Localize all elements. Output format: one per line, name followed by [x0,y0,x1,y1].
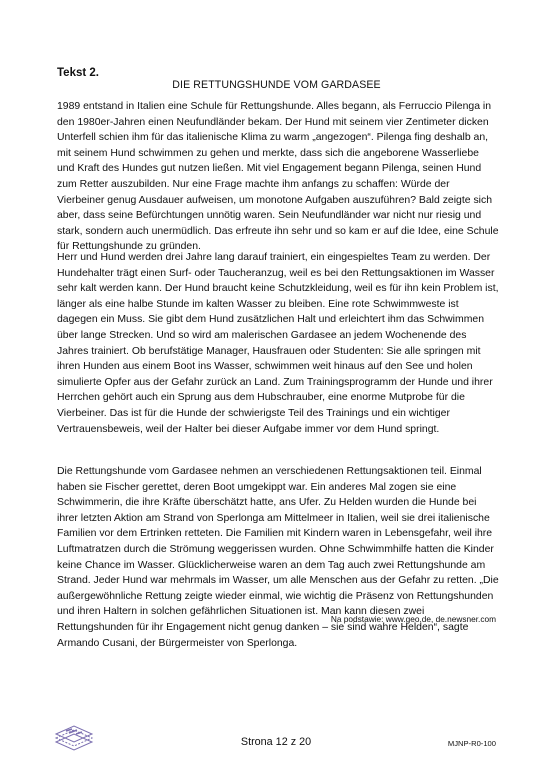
source-note: Na podstawie: www.geo.de, de.newsner.com [330,614,496,624]
paragraph-2: Herr und Hund werden drei Jahre lang darauf trainiert, ein eingespieltes Team zu werden. Der Hundehalter trägt einen Surf- oder Taucheranzug, weil es bei den Rettungsaktionen im Wasser sehr kalt werden kann. Der Hund braucht keine Schutzkleidung, weil es für ihn kein Problem ist, länger als eine halbe Stunde im kalten Wasser zu bleiben. Eine rote Schwimmweste ist dagegen ein Muss. Sie gibt dem Hund zusätzlichen Halt und erleichtert ihm das Schwimmen über lange Strecken. Und so wird am malerischen Gardasee an jedem Wochenende des Jahres trainiert. Ob berufstätige Manager, Hausfrauen oder Studenten: Sie alle springen mit ihren Hunden aus einem Boot ins Wasser, schwimmen weit hinaus auf den See und holen simulierte Opfer aus der Gefahr zurück an Land. Zum Trainingsprogramm der Hunde und ihrer Herrchen gehört auch ein Sprung aus dem Hubschrauber, eine enorme Mutprobe für die Vierbeiner. Das ist für die Hunde der schwierigste Teil des Trainings und ein wichtiger Vertrauensbeweis, weil der Halter bei dieser Aufgabe immer vor dem Hund springt. [57,252,499,435]
exam-code: MJNP-R0-100 [447,739,496,748]
paragraph-1: 1989 entstand in Italien eine Schule für Rettungshunde. Alles begann, als Ferruccio Pilenga in den 1980er-Jahren einen Neufundländer bekam. Der Hund mit seinem vier Zentimeter dicken Unterfell schien ihm für das italienische Klima zu warm „angezogen“. Pilenga fing deshalb an, mit seinem Hund schwimmen zu gehen und merkte, dass sich die angeborene Wasserliebe und Kraft des Hundes gut nutzen ließen. Mit viel Engagement begann Pilenga, seinen Hund zum Retter auszubilden. Nur eine Frage machte ihm anfangs zu schaffen: Würde der Vierbeiner genug Ausdauer aufweisen, um monotone Aufgaben auszuführen? Bald zeigte sich aber, dass seine Befürchtungen unnötig waren. Sein Neufundländer war nicht nur riesig und stark, sondern auch unermüdlich. Das erfreute ihn sehr und so kam er auf die Idee, eine Schule für Rettungshunde zu gründen. [57,101,499,253]
article-title: DIE RETTUNGSHUNDE VOM GARDASEE [172,79,381,91]
text-label: Tekst 2. [57,67,99,79]
paragraph-3: Die Rettungshunde vom Gardasee nehmen an verschiedenen Rettungsaktionen teil. Einmal haben sie Fischer gerettet, deren Boot umgekippt war. Ein anderes Mal zogen sie eine Schwimmerin, die ihre Kräfte überschätzt hatte, ans Ufer. Zu Helden wurden die Hunde bei ihrer letzten Aktion am Strand von Sperlonga am Mittelmeer in Italien, weil sie drei italienische Familien vor dem Ertrinken retteten. Die Familien mit Kindern waren in Lebensgefahr, weil ihre Luftmatratzen durch die Strömung weggerissen wurden. Ohne Schwimmhilfe hatten die Kinder keine Chance im Wasser. Glücklicherweise waren an dem Tag auch zwei Rettungshunde am Strand. Jeder Hund war mehrmals im Wasser, um alle Menschen aus der Gefahr zu retten. „Die außergewöhnliche Rettung zeigte wieder einmal, wie wichtig die Präsenz von Rettungshunden und ihren Haltern in solchen gefährlichen Situationen ist. Man kann diesen zwei Rettungshunden für ihr Engagement nicht genug danken – sie sind wahre Helden“, sagte Armando Cusani, der Bürgermeister von Sperlonga. [57,466,499,649]
page-number: Strona 12 z 20 [240,736,312,748]
